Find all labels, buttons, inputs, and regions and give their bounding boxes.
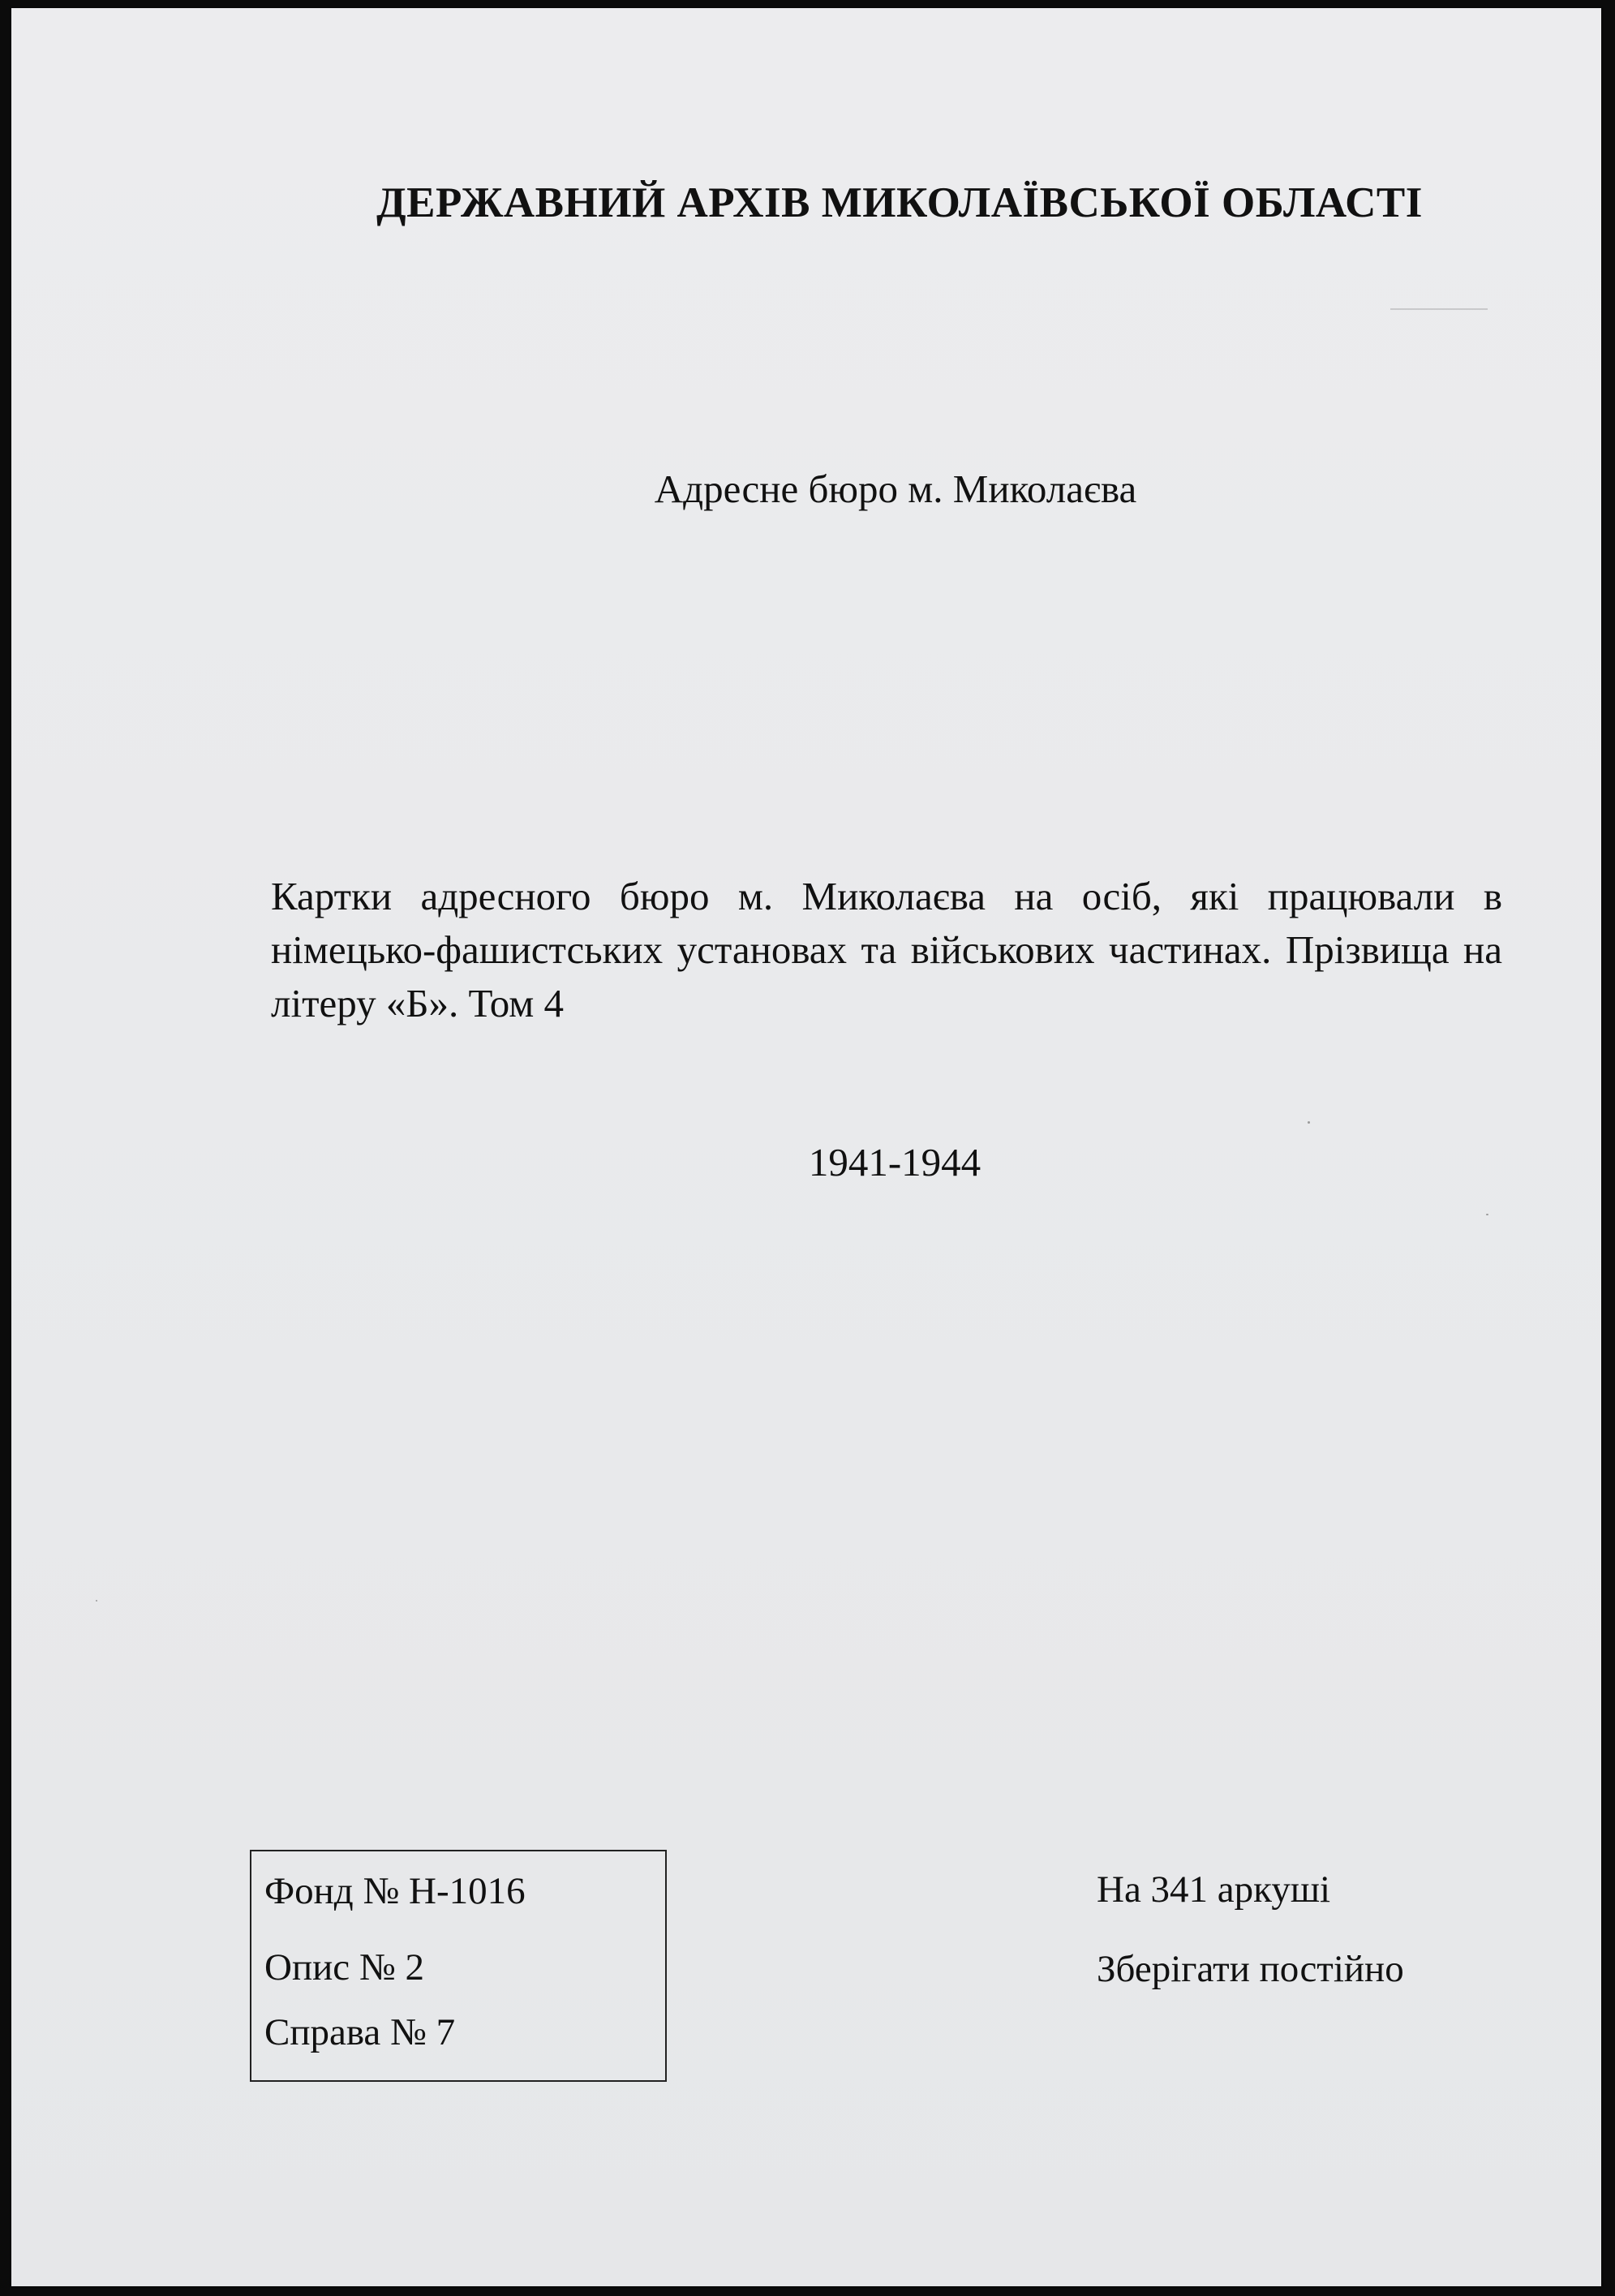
opys-number: Опис № 2 [264, 1946, 424, 1989]
fond-number: Фонд № Н-1016 [264, 1870, 526, 1912]
paper-speck [1308, 1121, 1310, 1124]
bureau-name: Адресне бюро м. Миколаєва [654, 467, 1137, 511]
paper-speck [1390, 308, 1488, 310]
document-page [11, 8, 1601, 2286]
archive-title: ДЕРЖАВНИЙ АРХІВ МИКОЛАЇВСЬКОЇ ОБЛАСТІ [376, 179, 1423, 226]
archive-reference-box [250, 1850, 667, 2082]
sheet-count: На 341 аркуші [1097, 1868, 1331, 1911]
sprava-number: Справа № 7 [264, 2011, 456, 2053]
paper-speck [96, 1600, 97, 1602]
file-description: Картки адресного бюро м. Миколаєва на осіб, які працювали в німецько-фашистських установах та військових частинах. Прізвища на літеру «Б». Том 4 [271, 874, 1502, 1025]
storage-term: Зберігати постійно [1097, 1948, 1404, 1990]
paper-speck [1486, 1214, 1488, 1215]
date-range: 1941-1944 [808, 1140, 981, 1185]
